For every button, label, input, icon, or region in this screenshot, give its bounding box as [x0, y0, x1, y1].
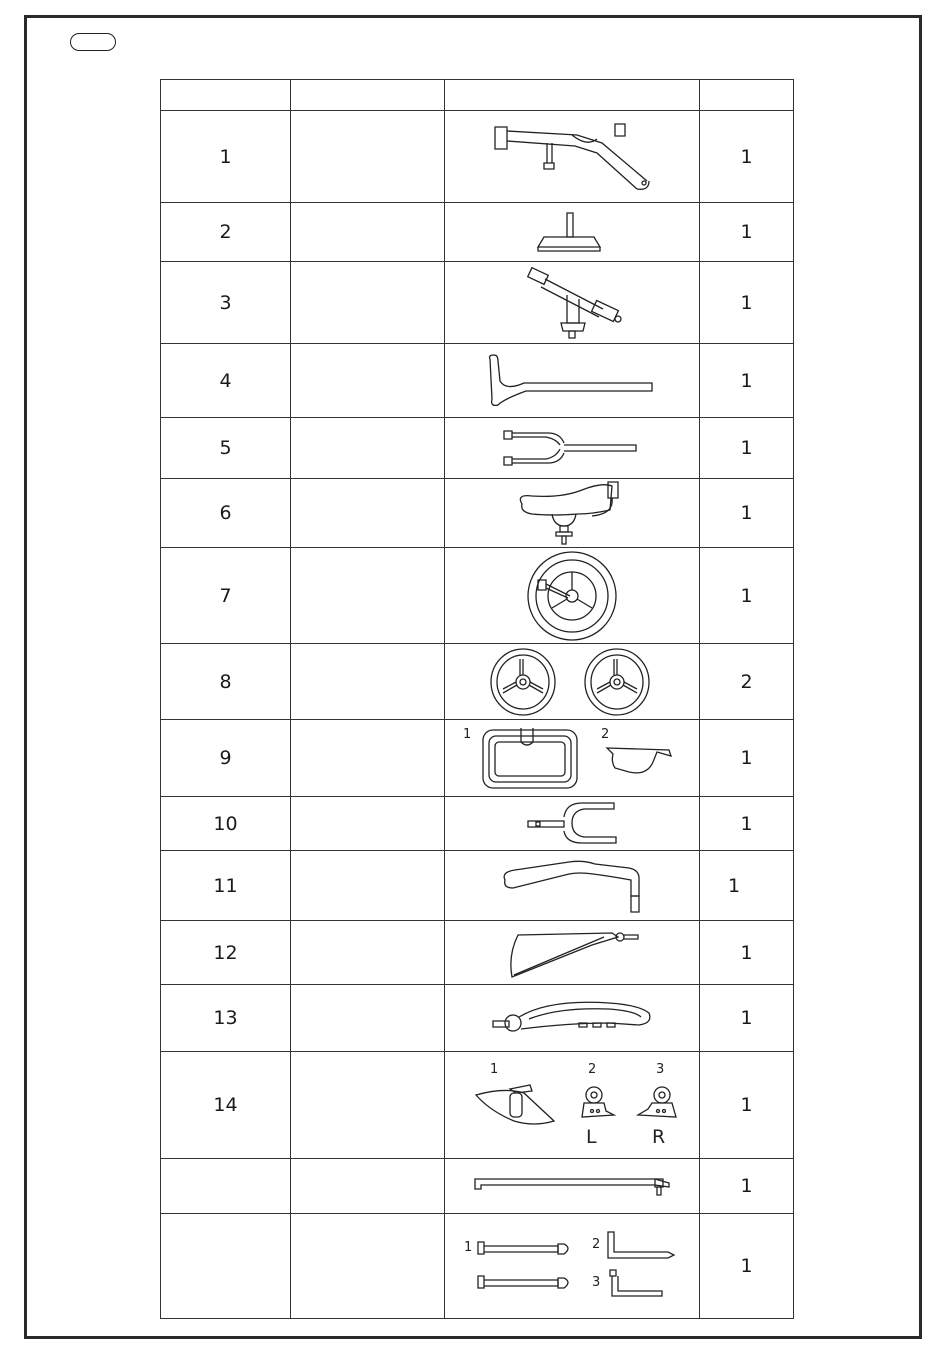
part-number: 14	[161, 1052, 291, 1159]
handlebar-icon	[517, 265, 627, 341]
part-quantity: 1	[740, 747, 753, 769]
part-name	[291, 921, 445, 985]
part-name	[291, 203, 445, 262]
part-quantity: 1	[740, 502, 753, 524]
part-number: 9	[161, 720, 291, 797]
table-row	[161, 921, 794, 985]
seat-icon	[512, 480, 632, 546]
part-number: 1	[161, 111, 291, 203]
sub-label: 3	[656, 1062, 665, 1077]
part-name	[291, 548, 445, 644]
part-number: 2	[161, 203, 291, 262]
part-number	[161, 1214, 291, 1319]
front-fork-icon	[502, 425, 642, 471]
part-name	[291, 418, 445, 479]
side-label: L	[586, 1126, 597, 1148]
part-number: 8	[161, 644, 291, 720]
part-number: 13	[161, 985, 291, 1052]
hardware-icon	[462, 1226, 682, 1306]
table-row	[161, 1052, 794, 1159]
side-label: R	[652, 1126, 666, 1148]
part-quantity: 1	[740, 369, 753, 392]
part-quantity: 1	[740, 1255, 753, 1277]
canopy-frame-icon	[489, 993, 655, 1043]
part-number: 7	[161, 548, 291, 644]
part-quantity: 2	[740, 670, 753, 693]
table-row	[161, 111, 794, 203]
part-name	[291, 1214, 445, 1319]
rear-fork-icon	[522, 799, 622, 849]
part-quantity: 1	[728, 874, 741, 897]
part-quantity: 1	[740, 291, 753, 314]
table-row	[161, 1159, 794, 1214]
canopy-brackets-icon	[454, 1055, 690, 1155]
part-number: 12	[161, 921, 291, 985]
part-number: 10	[161, 797, 291, 851]
rear-wheels-icon	[489, 647, 655, 717]
push-bar-icon	[484, 353, 660, 409]
table-row	[161, 344, 794, 418]
front-wheel-icon	[522, 550, 622, 642]
sub-label: 2	[601, 727, 610, 742]
sub-label: 2	[592, 1237, 601, 1252]
part-name	[291, 344, 445, 418]
basket-icon	[457, 722, 687, 794]
part-name	[291, 1052, 445, 1159]
parts-table	[160, 79, 794, 1319]
part-name	[291, 644, 445, 720]
table-row	[161, 479, 794, 548]
header-cell-picture	[445, 80, 700, 111]
part-name	[291, 262, 445, 344]
header-cell-name	[291, 80, 445, 111]
part-name	[291, 479, 445, 548]
part-name	[291, 720, 445, 797]
table-header-row	[161, 80, 794, 111]
part-number	[161, 1159, 291, 1214]
table-row	[161, 1214, 794, 1319]
part-quantity: 1	[740, 1094, 753, 1116]
table-row	[161, 851, 794, 921]
safety-bar-icon	[499, 858, 645, 914]
part-quantity: 1	[740, 584, 753, 607]
part-number: 4	[161, 344, 291, 418]
table-row	[161, 720, 794, 797]
part-quantity: 1	[740, 812, 753, 835]
table-row	[161, 644, 794, 720]
page-badge	[70, 33, 116, 51]
part-name	[291, 1159, 445, 1214]
connecting-rod-icon	[469, 1171, 675, 1201]
canopy-icon	[502, 925, 642, 981]
table-row	[161, 985, 794, 1052]
part-number: 11	[161, 851, 291, 921]
table-row	[161, 203, 794, 262]
sub-label: 1	[463, 727, 472, 742]
main-frame-icon	[487, 119, 657, 195]
part-name	[291, 985, 445, 1052]
part-number: 3	[161, 262, 291, 344]
part-quantity: 1	[740, 1175, 753, 1197]
table-row	[161, 548, 794, 644]
part-name	[291, 111, 445, 203]
table-row	[161, 262, 794, 344]
part-number: 6	[161, 479, 291, 548]
table-row	[161, 797, 794, 851]
part-quantity: 1	[740, 941, 753, 964]
sub-label: 1	[490, 1062, 499, 1077]
header-cell-quantity	[700, 80, 794, 111]
sub-label: 2	[588, 1062, 597, 1077]
part-quantity: 1	[740, 221, 753, 243]
sub-label: 1	[464, 1240, 473, 1255]
table-row	[161, 418, 794, 479]
sub-label: 3	[592, 1275, 601, 1290]
part-name	[291, 797, 445, 851]
part-quantity: 1	[740, 145, 753, 168]
footrest-icon	[532, 209, 612, 255]
part-name	[291, 851, 445, 921]
part-quantity: 1	[740, 1007, 753, 1029]
part-number: 5	[161, 418, 291, 479]
part-quantity: 1	[740, 437, 753, 459]
header-cell-number	[161, 80, 291, 111]
